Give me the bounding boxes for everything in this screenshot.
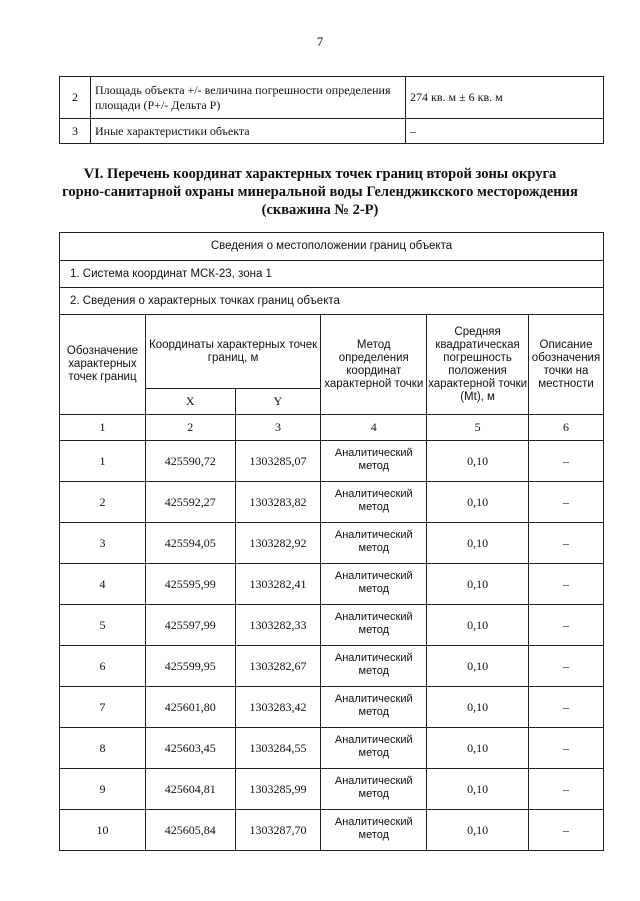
coordinate-system: 1. Система координат МСК-23, зона 1 [60,261,604,288]
row-value: 274 кв. м ± 6 кв. м [406,77,604,119]
table-row [60,728,604,769]
points-info: 2. Сведения о характерных точках границ объекта [60,288,604,315]
coordinate-x: 425604,81 [145,769,235,810]
header-description: Описание обозначения точки на местности [529,315,604,415]
point-number: 3 [60,523,146,564]
coordinate-x: 425595,99 [145,564,235,605]
row-number: 3 [60,119,91,144]
description-cell: – [529,646,604,687]
error-cell: 0,10 [427,523,529,564]
column-number: 3 [235,415,321,441]
description-cell: – [529,523,604,564]
coordinate-y: 1303282,67 [235,646,321,687]
table-row [60,646,604,687]
table-title: Сведения о местоположении границ объекта [60,233,604,261]
column-number: 4 [321,415,427,441]
error-cell: 0,10 [427,687,529,728]
method-cell: Аналитический метод [321,687,427,728]
error-cell: 0,10 [427,728,529,769]
coordinate-x: 425594,05 [145,523,235,564]
coordinate-x: 425597,99 [145,605,235,646]
error-cell: 0,10 [427,482,529,523]
heading-line: (скважина № 2-Р) [261,202,379,218]
table-row [60,119,604,144]
point-number: 9 [60,769,146,810]
coordinate-y: 1303282,33 [235,605,321,646]
heading-line: горно-санитарной охраны минеральной воды Геленджикского месторождения [62,184,578,200]
method-cell: Аналитический метод [321,646,427,687]
section-heading [40,165,600,219]
header-method: Метод определения координат характерной точки [321,315,427,415]
coordinate-x: 425599,95 [145,646,235,687]
coordinates-table [59,232,604,851]
table-row [60,564,604,605]
method-cell: Аналитический метод [321,605,427,646]
coordinate-y: 1303285,07 [235,441,321,482]
column-number: 6 [529,415,604,441]
coordinate-rows [60,441,604,851]
table-row [60,769,604,810]
table-row [60,77,604,119]
table-row [60,233,604,261]
coordinate-x: 425603,45 [145,728,235,769]
row-label: Площадь объекта +/- величина погрешности определения площади (P+/- Дельта P) [91,77,406,119]
column-numbers-row [60,415,604,441]
coordinate-x: 425605,84 [145,810,235,851]
error-cell: 0,10 [427,605,529,646]
description-cell: – [529,605,604,646]
coordinate-x: 425592,27 [145,482,235,523]
header-y: Y [235,389,321,415]
description-cell: – [529,482,604,523]
point-number: 2 [60,482,146,523]
coordinate-y: 1303283,82 [235,482,321,523]
coordinate-y: 1303287,70 [235,810,321,851]
coordinate-y: 1303283,42 [235,687,321,728]
method-cell: Аналитический метод [321,523,427,564]
header-designation: Обозначение характерных точек границ [60,315,146,415]
method-cell: Аналитический метод [321,564,427,605]
error-cell: 0,10 [427,769,529,810]
heading-line: VI. Перечень координат характерных точек границ второй зоны округа [83,166,557,182]
row-label: Иные характеристики объекта [91,119,406,144]
column-number: 2 [145,415,235,441]
header-x: X [145,389,235,415]
method-cell: Аналитический метод [321,810,427,851]
method-cell: Аналитический метод [321,441,427,482]
header-coordinates: Координаты характерных точек границ, м [145,315,320,389]
method-cell: Аналитический метод [321,728,427,769]
table-row [60,523,604,564]
object-characteristics-table [59,76,604,144]
description-cell: – [529,810,604,851]
row-number: 2 [60,77,91,119]
coordinate-x: 425601,80 [145,687,235,728]
table-row [60,441,604,482]
header-error: Средняя квадратическая погрешность положения характерной точки (Mt), м [427,315,529,415]
point-number: 8 [60,728,146,769]
description-cell: – [529,564,604,605]
description-cell: – [529,728,604,769]
coordinate-y: 1303282,92 [235,523,321,564]
point-number: 6 [60,646,146,687]
column-number: 5 [427,415,529,441]
error-cell: 0,10 [427,646,529,687]
page-number: 7 [316,34,324,49]
row-value: – [406,119,604,144]
table-row [60,261,604,288]
table-row [60,687,604,728]
point-number: 7 [60,687,146,728]
method-cell: Аналитический метод [321,482,427,523]
description-cell: – [529,441,604,482]
point-number: 10 [60,810,146,851]
column-number: 1 [60,415,146,441]
coordinate-y: 1303284,55 [235,728,321,769]
table-row [60,810,604,851]
description-cell: – [529,769,604,810]
point-number: 1 [60,441,146,482]
table-row [60,288,604,315]
error-cell: 0,10 [427,810,529,851]
error-cell: 0,10 [427,564,529,605]
error-cell: 0,10 [427,441,529,482]
method-cell: Аналитический метод [321,769,427,810]
coordinate-y: 1303285,99 [235,769,321,810]
coordinate-y: 1303282,41 [235,564,321,605]
point-number: 5 [60,605,146,646]
table-row [60,605,604,646]
point-number: 4 [60,564,146,605]
description-cell: – [529,687,604,728]
table-row [60,482,604,523]
coordinate-x: 425590,72 [145,441,235,482]
table-header-row [60,315,604,389]
